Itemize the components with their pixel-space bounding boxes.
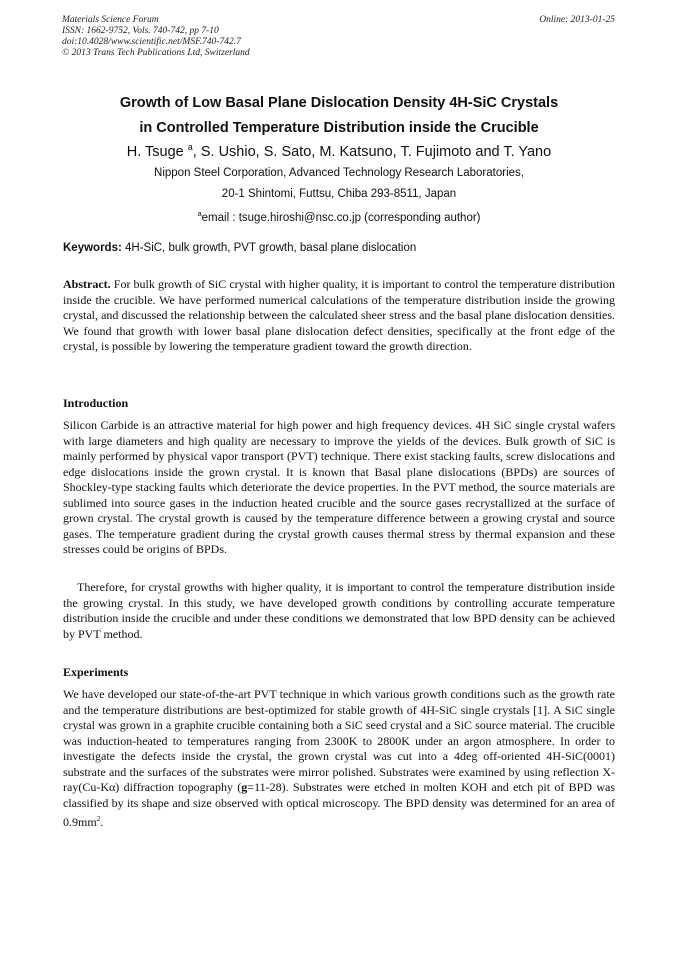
affiliation-line-1: Nippon Steel Corporation, Advanced Technology Research Laboratories, bbox=[154, 167, 524, 179]
other-authors: , S. Ushio, S. Sato, M. Katsuno, T. Fujimoto and T. Yano bbox=[192, 143, 552, 160]
affiliation-line-2: 20-1 Shintomi, Futtsu, Chiba 293-8511, Japan bbox=[221, 188, 457, 200]
first-author-mark: a bbox=[187, 142, 193, 152]
first-author: H. Tsuge bbox=[126, 143, 188, 160]
journal-name: Materials Science Forum bbox=[62, 15, 159, 25]
abstract-text: For bulk growth of SiC crystal with higher quality, it is important to control the temperature distribution inside the crucible. We have performed numerical calculations of the temperature distribution inside the growing crystal, and discussed the relationship between the calculated sheer stress and the basal plane dislocation densities. We found that growth with lower basal plane dislocation defect densities, specifically at the front edge of the crystal, is possible by lowering the temperature gradient toward the growth direction. bbox=[63, 277, 615, 354]
diffraction-vector: g bbox=[241, 780, 248, 795]
introduction-paragraph-2 bbox=[63, 580, 615, 642]
online-date: Online: 2013-01-25 bbox=[539, 15, 615, 25]
email-text: email : tsuge.hiroshi@nsc.co.jp (corresponding author) bbox=[201, 211, 481, 224]
copyright-line: © 2013 Trans Tech Publications Ltd, Switzerland bbox=[62, 48, 250, 58]
area-exponent: 2 bbox=[96, 814, 101, 824]
author-list bbox=[40, 137, 638, 162]
title-line-1: Growth of Low Basal Plane Dislocation Density 4H-SiC Crystals bbox=[119, 95, 559, 111]
keywords bbox=[63, 241, 416, 256]
introduction-paragraph-1: Silicon Carbide is an attractive material for high power and high frequency devices. 4H SiC single crystal wafers with large diameters and high quality are necessary to improve the yields of the devices. Bulk growth of SiC is mainly performed by physical vapor transport (PVT) technique. There exist stacking faults, screw dislocations and edge dislocations inside the grown crystal. It is known that Basal plane dislocations (BPDs) are sources of Shockley-type stacking faults which deteriorate the device properties. In the PVT method, the source materials are sublimed into source gases in the induction heated crucible and the source gases recrystallized at the surface of grown crystal. The crystal growth is caused by the temperature difference between a growing crystal and source gases. The temperature gradient during the crystal growth causes thermal stress by thermal expansion and these stresses could be origins of BPDs. bbox=[63, 418, 615, 557]
experiments-text-b: =11-28). Substrates were etched in molten KOH and etch pit of BPD was classified by its shape and size observed with optical microscopy. The BPD density was determined for an area of 0.9mm bbox=[63, 780, 615, 830]
journal-header bbox=[62, 15, 250, 59]
introduction-paragraph-2-text: Therefore, for crystal growths with higher quality, it is important to control the temperature distribution inside the growing crystal. In this study, we have developed growth conditions by controlling accurate temperature distribution inside the crucible and under these conditions we demonstrated that low BPD density can be achieved by PVT method. bbox=[63, 580, 615, 641]
abstract-label: Abstract. bbox=[63, 277, 111, 291]
doi-line: doi:10.4028/www.scientific.net/MSF.740-742.7 bbox=[62, 37, 241, 47]
experiments-heading: Experiments bbox=[63, 665, 129, 679]
title-line-2: in Controlled Temperature Distribution inside the Crucible bbox=[139, 120, 539, 136]
experiments-text-end: . bbox=[100, 815, 104, 830]
keywords-label: Keywords: bbox=[63, 242, 122, 254]
experiments-paragraph-1 bbox=[63, 687, 615, 831]
abstract bbox=[63, 277, 615, 355]
email-mark: a bbox=[197, 209, 202, 218]
paper-title bbox=[40, 91, 638, 141]
experiments-text-a: We have developed our state-of-the-art PVT technique in which various growth conditions such as the growth rate and the temperature distributions are best-optimized for stable growth of 4H-SiC single crystals [1]. A SiC single crystal was grown in a graphite crucible containing both a SiC seed crystal and a SiC source material. The crucible was induction-heated to temperatures ranging from 2300K to 2800K under an argon atmosphere. In order to investigate the defects inside the crystal, the grown crystal was cut into a 4deg off-oriented 4H-SiC(0001) substrate and the surfaces of the substrates were mirror polished. Substrates were examined by using reflection X-ray(Cu-Kα) diffraction topography ( bbox=[63, 687, 615, 795]
introduction-heading: Introduction bbox=[63, 396, 129, 410]
author-email bbox=[40, 207, 638, 225]
keywords-text: 4H-SiC, bulk growth, PVT growth, basal plane dislocation bbox=[121, 242, 417, 254]
issn-line: ISSN: 1662-9752, Vols. 740-742, pp 7-10 bbox=[62, 26, 219, 36]
